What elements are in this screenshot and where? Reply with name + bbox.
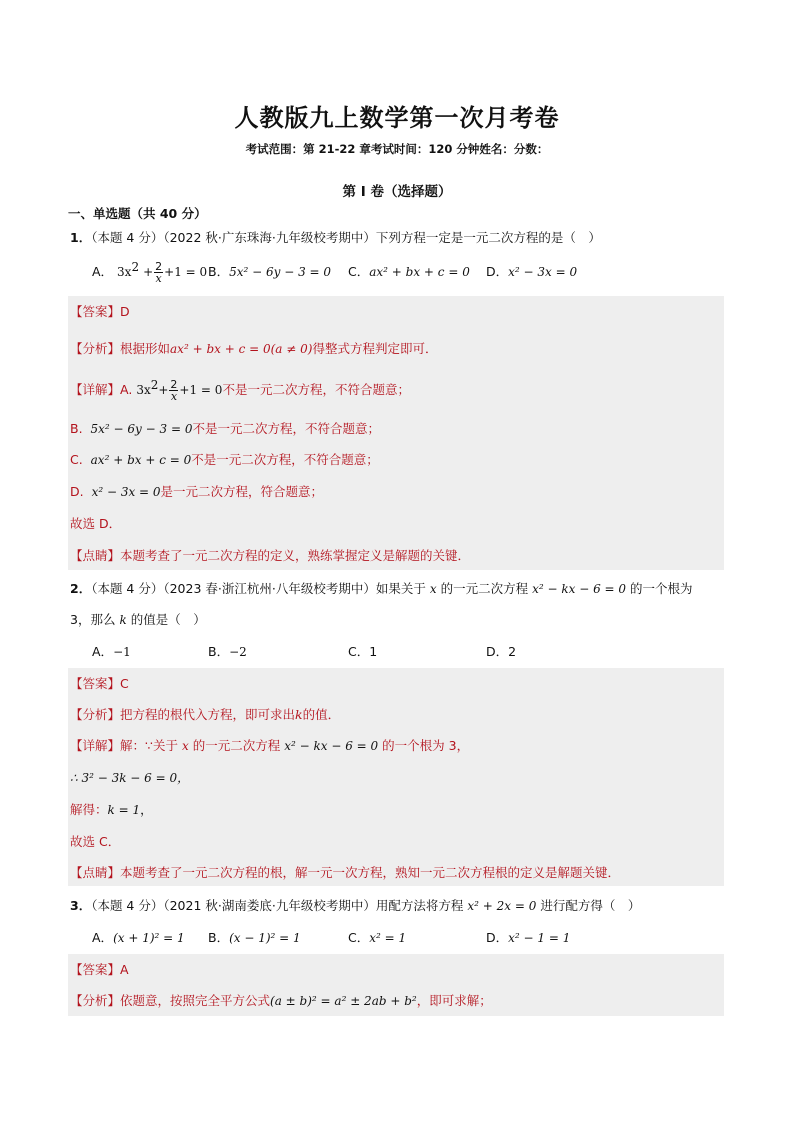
question-1-stem [70,229,724,247]
answer-2: 【答案】C [70,676,129,691]
question-number: 3． [70,898,92,913]
detail-1-a: 【详解】A. $3x^2+$ $\frac{2}{x}$ +1 = 0不是一元二次方程，不符合题意； [70,378,410,403]
exam-title: 人教版九上数学第一次月考卷 [234,104,560,132]
question-2-stem-cont: 3，那么 k 的值是（ ） [70,612,206,627]
option-c[interactable]: C．ax² + bx + c = 0 [348,264,470,279]
option-b[interactable]: B．5x² − 6y − 3 = 0 [208,264,332,279]
detail-2: 【详解】解：∵关于 x 的一元二次方程 x² − kx − 6 = 0 的一个根为 3， [70,738,470,753]
comment-1: 【点睛】本题考查了一元二次方程的定义，熟练掌握定义是解题的关键． [70,548,471,563]
exam-subtitle: 考试范围：第 21-22 章考试时间：120 分钟姓名：分数： [245,142,549,156]
volume-heading: 第 I 卷（选择题） [342,184,452,200]
choose-1: 故选 D． [70,516,122,531]
option-b[interactable]: B．(x − 1)² = 1 [208,930,301,945]
analysis-3: 【分析】依题意，按照完全平方公式(a ± b)² = a² ± 2ab + b²，即可求解； [70,993,492,1008]
question-3-options [92,926,722,952]
option-c[interactable]: C．1 [348,644,378,659]
option-a[interactable]: A． $3x^2$ + $\frac{2}{x}$ +1 = 0 [92,260,208,285]
step-2-1: ∴ 3² − 3k − 6 = 0， [70,771,190,785]
question-3-stem: 3．（本题 4 分）（2021 秋·湖南娄底·九年级校考期中）用配方法将方程 x² + 2x = 0 进行配方得（ ） [70,898,641,913]
question-2-stem: 2．（本题 4 分）（2023 春·浙江杭州·八年级校考期中）如果关于 x 的一元二次方程 x² − kx − 6 = 0 的一个根为 [70,581,693,596]
question-number: 1． [70,230,92,245]
option-a[interactable]: A．−1 [92,644,131,659]
question-number: 2． [70,581,92,596]
option-d[interactable]: D．x² − 3x = 0 [486,264,578,279]
detail-1-d: D. x² − 3x = 0是一元二次方程，符合题意； [70,484,324,499]
question-2-options [92,640,722,666]
option-a[interactable]: A．(x + 1)² = 1 [92,930,185,945]
choose-2: 故选 C． [70,834,121,849]
analysis-1: 【分析】根据形如ax² + bx + c = 0(a ≠ 0)得整式方程判定即可． [70,341,438,356]
analysis-2: 【分析】把方程的根代入方程，即可求出k的值． [70,707,341,722]
option-d[interactable]: D．2 [486,644,517,659]
answer-3: 【答案】A [70,962,129,977]
option-d[interactable]: D．x² − 1 = 1 [486,930,571,945]
answer-1: 【答案】D [70,304,130,319]
detail-1-c: C. ax² + bx + c = 0不是一元二次方程，不符合题意； [70,452,379,467]
comment-2: 【点睛】本题考查了一元二次方程的根，解一元一次方程，熟知一元二次方程根的定义是解题关键． [70,865,621,880]
option-c[interactable]: C．x² = 1 [348,930,407,945]
fraction: $\frac{2}{x}$ [155,260,163,285]
option-b[interactable]: B．−2 [208,644,247,659]
detail-1-b: B. 5x² − 6y − 3 = 0不是一元二次方程，不符合题意； [70,421,380,436]
step-2-2: 解得：k = 1， [70,802,153,817]
question-meta: （本题 4 分）（2022 秋·广东珠海·九年级校考期中） [91,230,376,245]
question-text: 下列方程一定是一元二次方程的是（ ） [375,230,601,245]
question-1-options [92,260,722,286]
section-heading: 一、单选题（共 40 分） [68,206,207,221]
